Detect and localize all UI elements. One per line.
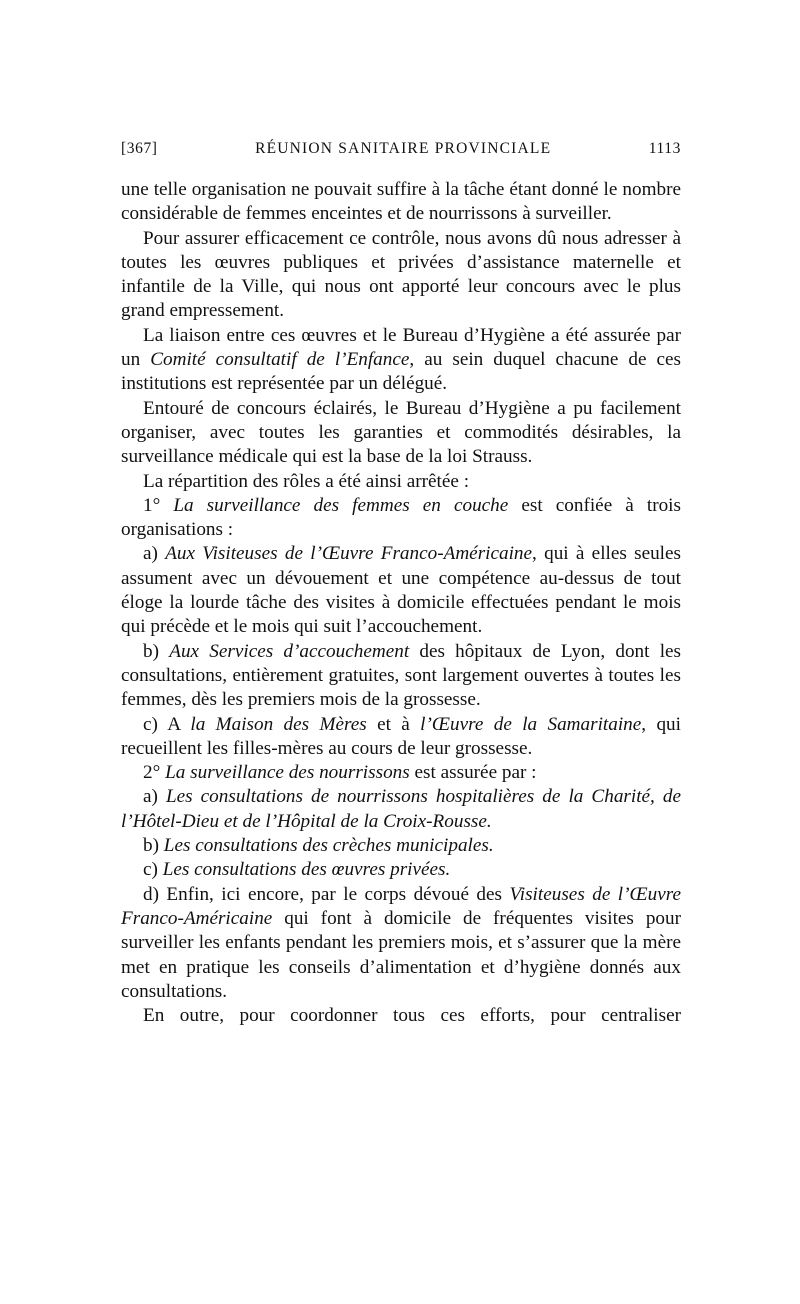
text-run: et à xyxy=(366,713,421,735)
text-run: La répartition des rôles a été ainsi arrêtée : xyxy=(143,470,470,492)
paragraph xyxy=(121,640,681,713)
text-run: , au sein duquel chacune de ces institutions est représentée par un délégué. xyxy=(121,349,682,395)
text-run: , qui à elles seules assument avec un dévouement et une compétence au-dessus de tout éloge la lourde tâche des visites à domicile effectuées pendant le mois qui précède et le mois qui suit l’accouchement. xyxy=(121,543,682,638)
italic-text: Les consultations des crèches municipales. xyxy=(163,835,494,857)
paragraph xyxy=(121,785,681,834)
body-text xyxy=(121,178,681,1028)
text-run: La liaison entre ces œuvres et le Bureau d’Hygiène a été assurée par un xyxy=(121,324,681,371)
italic-text: La surveillance des nourrissons xyxy=(165,762,410,784)
text-run: , qui recueillent les filles-mères au cours de leur grossesse. xyxy=(121,713,681,759)
text-run: a) xyxy=(143,543,166,565)
paragraph xyxy=(121,1004,681,1028)
italic-text: l’Œuvre de la Samaritaine xyxy=(420,713,642,735)
text-run: Entouré de concours éclairés, le Bureau d’Hygiène a pu facilement organiser, avec toutes les garanties et commodités désirables, la surveillance médicale qui est la base de la loi Strauss. xyxy=(121,397,681,468)
paragraph xyxy=(121,324,681,397)
paragraph xyxy=(121,494,681,543)
paragraph xyxy=(121,397,681,470)
paragraph xyxy=(121,542,681,639)
text-run: c) xyxy=(143,859,163,881)
text-run: 1° xyxy=(143,494,174,516)
italic-text: Comité consultatif de l’Enfance xyxy=(150,349,410,371)
paragraph xyxy=(121,713,681,762)
italic-text: la Maison des Mères xyxy=(190,713,367,735)
italic-text: Aux Visiteuses de l’Œuvre Franco-Américaine xyxy=(165,543,533,565)
text-run: des hôpitaux de Lyon, dont les consultations, entièrement gratuites, sont largement ouvertes à toutes les femmes, dès les premiers mois de la grossesse. xyxy=(121,640,682,711)
text-run: 2° xyxy=(143,762,166,784)
italic-text: Les consultations de nourrissons hospitalières de la Charité, de l’Hôtel-Dieu et de l’Hôpital de la Croix-Rousse. xyxy=(121,786,682,832)
header-left: [367] xyxy=(121,140,158,157)
text-run: b) xyxy=(143,640,170,662)
book-page xyxy=(121,140,681,1028)
italic-text: Aux Services d’accouchement xyxy=(169,640,410,662)
text-run: est assurée par : xyxy=(409,762,537,784)
text-run: une telle organisation ne pouvait suffire à la tâche étant donné le nombre considérable de femmes enceintes et de nourrissons à surveiller. xyxy=(121,179,681,225)
paragraph xyxy=(121,470,681,494)
text-run: b) xyxy=(143,835,164,857)
text-run: a) xyxy=(143,786,166,808)
text-run: En outre, pour coordonner tous ces efforts, pour centraliser xyxy=(143,1005,681,1027)
paragraph xyxy=(121,834,681,858)
page-number: 1113 xyxy=(648,140,681,157)
text-run: d) Enfin, ici encore, par le corps dévoué des xyxy=(143,883,510,905)
paragraph xyxy=(121,883,681,1004)
paragraph xyxy=(121,227,681,324)
text-run: Pour assurer efficacement ce contrôle, nous avons dû nous adresser à toutes les œuvres publiques et privées d’assistance maternelle et infantile de la Ville, qui nous ont apporté leur concours avec le plus grand empressement. xyxy=(121,227,681,322)
header-title: RÉUNION SANITAIRE PROVINCIALE xyxy=(255,140,552,157)
running-header xyxy=(121,140,681,164)
text-run: c) A xyxy=(143,713,191,735)
paragraph xyxy=(121,858,681,882)
text-run: est confiée à trois organisations : xyxy=(121,494,681,541)
paragraph xyxy=(121,178,681,227)
italic-text: Les consultations des œuvres privées. xyxy=(162,859,451,881)
italic-text: Visiteuses de l’Œuvre Franco-Américaine xyxy=(121,883,682,929)
text-run: qui font à domicile de fréquentes visites pour surveiller les enfants pendant les premiers mois, et s’assurer que la mère met en pratique les conseils d’alimentation et d’hygiène donnés aux consultations. xyxy=(121,907,681,1002)
italic-text: La surveillance des femmes en couche xyxy=(173,494,509,516)
paragraph xyxy=(121,761,681,785)
